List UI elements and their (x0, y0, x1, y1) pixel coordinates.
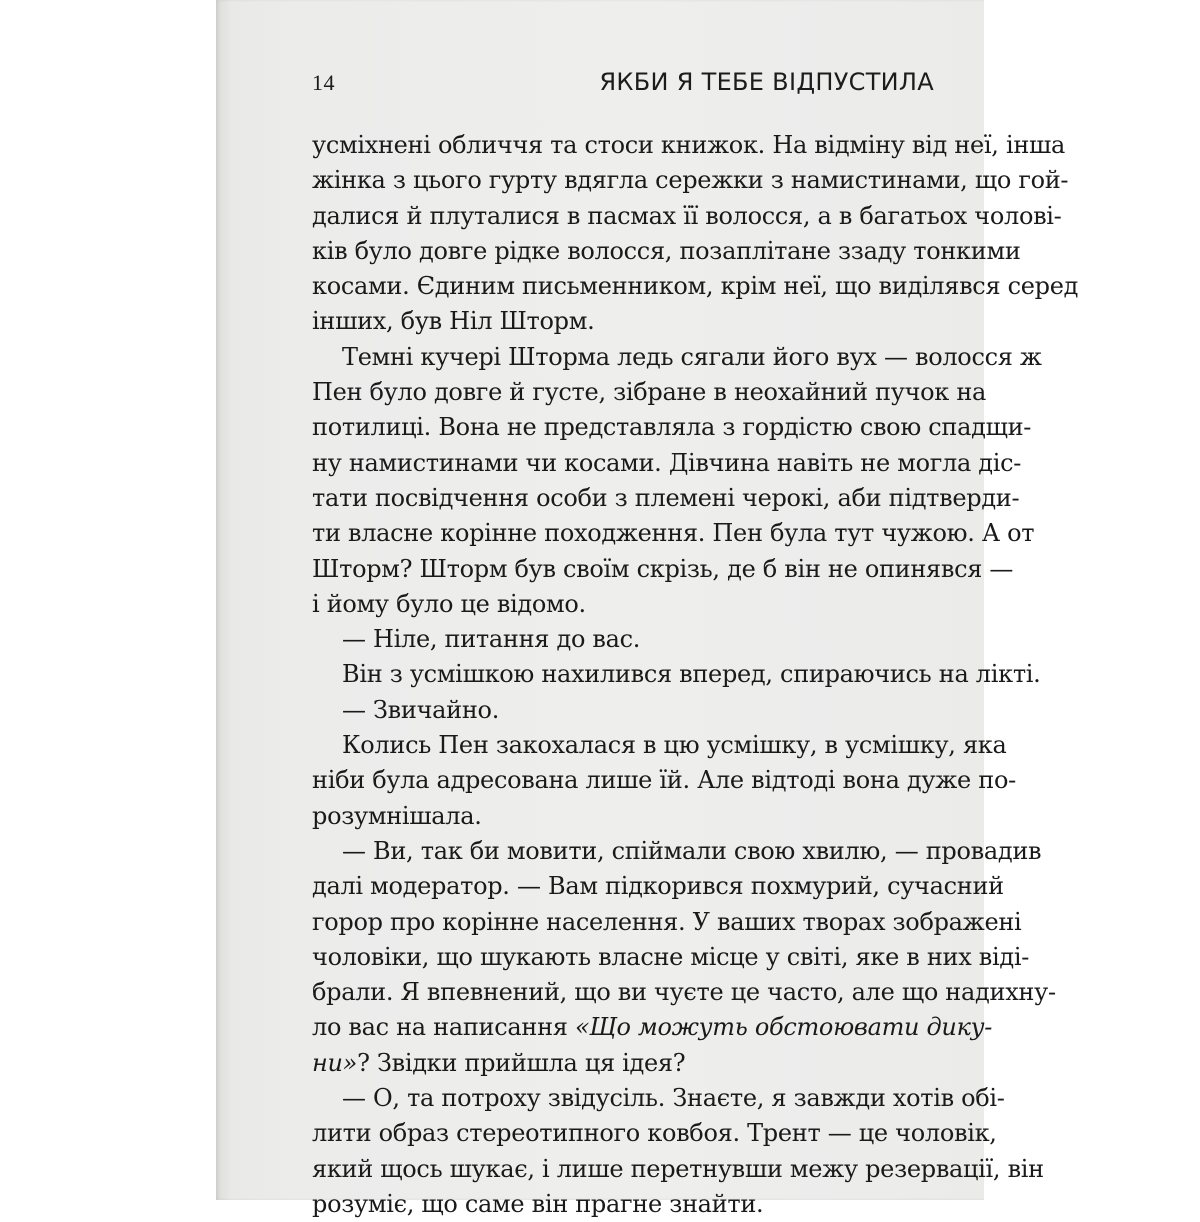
text-line: — Ніле, питання до вас. (342, 625, 641, 654)
text-line: жінка з цього гурту вдягла сережки з намистинами, що гой- (312, 166, 1069, 195)
text-line: розумнішала. (312, 801, 482, 830)
text-line: брали. Я впевнений, що ви чуєте це часто, але що надихну- (312, 978, 1056, 1007)
text-line: потилиці. Вона не представляла з гордістю свою спадщи- (312, 413, 1032, 442)
text-line: — Звичайно. (342, 695, 500, 724)
text-line: далися й плуталися в пасмах її волосся, а в багатьох чолові- (312, 201, 1062, 230)
book-page (216, 0, 1079, 1218)
page-number: 14 (312, 70, 335, 95)
text-line: Темні кучері Шторма ледь сягали його вух — волосся ж (342, 342, 1042, 371)
body-text (312, 128, 1079, 1222)
text-line: розуміє, що саме він прагне знайти. (312, 1189, 764, 1218)
running-title: ЯКБИ Я ТЕБЕ ВІДПУСТИЛА (599, 68, 934, 96)
text-line: лити образ стереотипного ковбоя. Трент — це чоловік, (312, 1119, 997, 1148)
text-line: Пен було довге й густе, зібране в неохайний пучок на (312, 378, 987, 407)
book-title-italic: ни» (312, 1048, 358, 1077)
text-line: — Ви, так би мовити, спіймали свою хвилю, — провадив (342, 836, 1042, 865)
text-line: Шторм? Шторм був своїм скрізь, де б він не опинявся — (312, 554, 1014, 583)
text-line (312, 1046, 938, 1081)
text-line: інших, був Ніл Шторм. (312, 307, 595, 336)
text-fragment: ло вас на написання (312, 1013, 575, 1042)
text-line: ти власне корінне походження. Пен була тут чужою. А от (312, 519, 1035, 548)
text-fragment: ? Звідки прийшла ця ідея? (357, 1048, 686, 1077)
text-line: який щось шукає, і лише перетнувши межу резервації, він (312, 1154, 1044, 1183)
text-line: Колись Пен закохалася в цю усмішку, в усмішку, яка (342, 731, 1007, 760)
text-line: Він з усмішкою нахилився вперед, спираючись на лікті. (342, 660, 1041, 689)
text-line: далі модератор. — Вам підкорився похмурий, сучасний (312, 872, 1004, 901)
text-line (312, 1010, 993, 1045)
text-line: ків було довге рідке волосся, позаплітане ззаду тонкими (312, 236, 1021, 265)
text-line: чоловіки, що шукають власне місце у світі, яке в них віді- (312, 942, 1030, 971)
book-title-italic: «Що можуть обстоювати дику- (574, 1013, 993, 1042)
text-line: косами. Єдиним письменником, крім неї, що виділявся серед (312, 272, 1079, 301)
text-line: усміхнені обличчя та стоси книжок. На відміну від неї, інша (312, 131, 1066, 159)
text-line: — О, та потроху звідусіль. Знаєте, я завжди хотів обі- (342, 1084, 1005, 1113)
text-line: тати посвідчення особи з племені черокі, аби підтверди- (312, 483, 1020, 512)
text-line: ніби була адресована лише їй. Але відтоді вона дуже по- (312, 766, 1016, 795)
text-line: ну намистинами чи косами. Дівчина навіть не могла діс- (312, 448, 1022, 477)
text-line: горор про корінне населення. У ваших творах зображені (312, 907, 1022, 936)
text-line: і йому було це відомо. (312, 589, 586, 618)
